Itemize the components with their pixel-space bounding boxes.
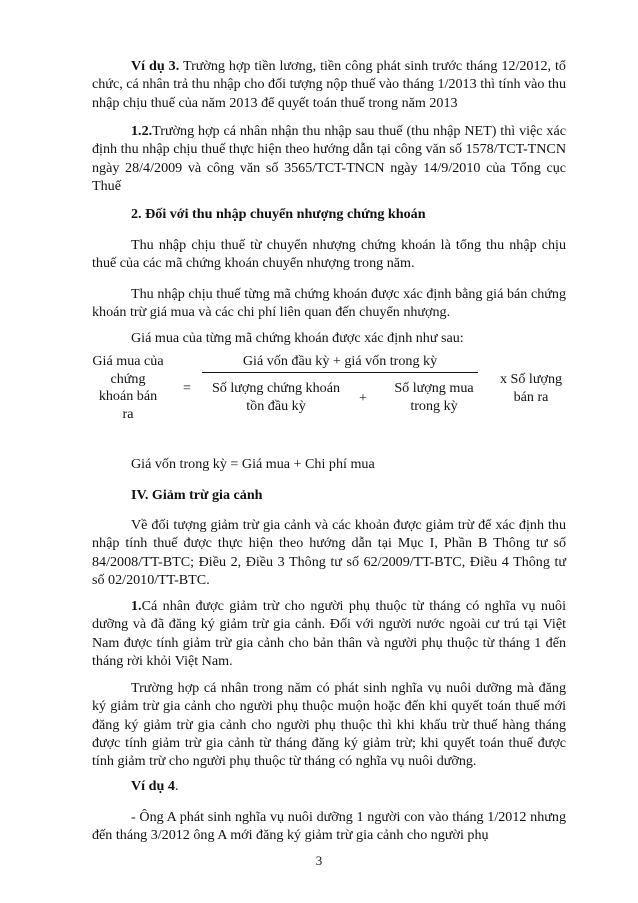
section-1-2-text: Trường hợp cá nhân nhận thu nhập sau thuế (thu nhập NET) thì việc xác định thu nhập chịu thuế thực hiện theo hướng dẫn tại công văn số 1578/TCT-TNCN ngày 28/4/2009 và công văn số 3565/TCT-TNCN ngày 14/9/2010 của Tổng cục Thuế: [92, 123, 566, 194]
paragraph-mr-a: - Ông A phát sinh nghĩa vụ nuôi dưỡng 1 người con vào tháng 1/2012 nhưng đến tháng 3/2012 ông A mới đăng ký giảm trừ gia cảnh cho người phụ: [92, 809, 566, 844]
heading-2: 2. Đối với thu nhập chuyển nhượng chứng khoán: [131, 206, 426, 222]
paragraph-1-2: [92, 122, 566, 195]
example-3-label: Ví dụ 3.: [131, 58, 180, 74]
formula-plus: +: [359, 390, 367, 406]
formula-denominator-right: Số lượng mua trong kỳ: [394, 380, 474, 414]
section-1-text: Cá nhân được giảm trừ cho người phụ thuộc từ tháng có nghĩa vụ nuôi dưỡng và đã đăng ký giảm trừ gia cảnh. Đối với người nước ngoài cư trú tại Việt Nam được tính giảm trừ gia cảnh cho bản thân và người phụ thuộc từ tháng 1 đến tháng rời khỏi Việt Nam.: [92, 598, 566, 669]
section-1-label: 1.: [131, 598, 142, 614]
paragraph-taxable-income: Thu nhập chịu thuế từ chuyển nhượng chứng khoán là tổng thu nhập chịu thuế của các mã chứng khoán chuyển nhượng trong năm.: [92, 237, 566, 272]
paragraph-cost-in-period: Giá vốn trong kỳ = Giá mua + Chi phí mua: [131, 456, 375, 472]
heading-IV: IV. Giảm trừ gia cảnh: [131, 487, 263, 503]
example-4-heading: Ví dụ 4.: [131, 778, 179, 794]
paragraph-example-3: [92, 57, 566, 112]
formula-denominator-left: Số lượng chứng khoán tồn đầu kỳ: [211, 380, 341, 414]
formula-lhs: Giá mua của chứng khoán bán ra: [92, 353, 164, 422]
section-1-2-label: 1.2.: [131, 123, 153, 139]
paragraph-case: Trường hợp cá nhân trong năm có phát sinh nghĩa vụ nuôi dưỡng mà đăng ký giảm trừ gia cảnh cho người phụ thuộc muộn hoặc đến khi quyết toán thuế mới đăng ký giảm trừ gia cảnh cho người phụ thuộc thì khi khấu trừ thuế hàng tháng được tính giảm trừ gia cảnh từ tháng đăng ký giảm trừ; khi quyết toán thuế được tính giảm trừ cho người phụ thuộc từ tháng có nghĩa vụ nuôi dưỡng.: [92, 680, 566, 770]
paragraph-1: [92, 597, 566, 670]
fraction-bar: [202, 372, 478, 373]
paragraph-determination: Thu nhập chịu thuế từng mã chứng khoán được xác định bằng giá bán chứng khoán trừ giá mua và các chi phí liên quan đến chuyển nhượng.: [92, 286, 566, 321]
formula-multiplier: x Số lượng bán ra: [499, 371, 563, 405]
purchase-price-formula: [92, 350, 566, 430]
example-3-text: Trường hợp tiền lương, tiền công phát sinh trước tháng 12/2012, tổ chức, cá nhân trả thu nhập cho đối tượng nộp thuế vào tháng 1/2013 thì tính vào thu nhập chịu thuế của năm 2013 để quyết toán thuế trong năm 2013: [92, 58, 566, 111]
paragraph-subjects: Về đối tượng giảm trừ gia cảnh và các khoản được giảm trừ để xác định thu nhập tính thuế được thực hiện theo hướng dẫn tại Mục I, Phần B Thông tư số 84/2008/TT-BTC; Điều 2, Điều 3 Thông tư số 62/2009/TT-BTC, Điều 4 Thông tư số 02/2010/TT-BTC.: [92, 517, 566, 588]
paragraph-purchase-price-intro: Giá mua của từng mã chứng khoán được xác định như sau:: [131, 330, 464, 346]
formula-numerator: Giá vốn đầu kỳ + giá vốn trong kỳ: [242, 353, 438, 369]
page-number: 3: [315, 853, 323, 868]
formula-equals: =: [183, 380, 191, 396]
